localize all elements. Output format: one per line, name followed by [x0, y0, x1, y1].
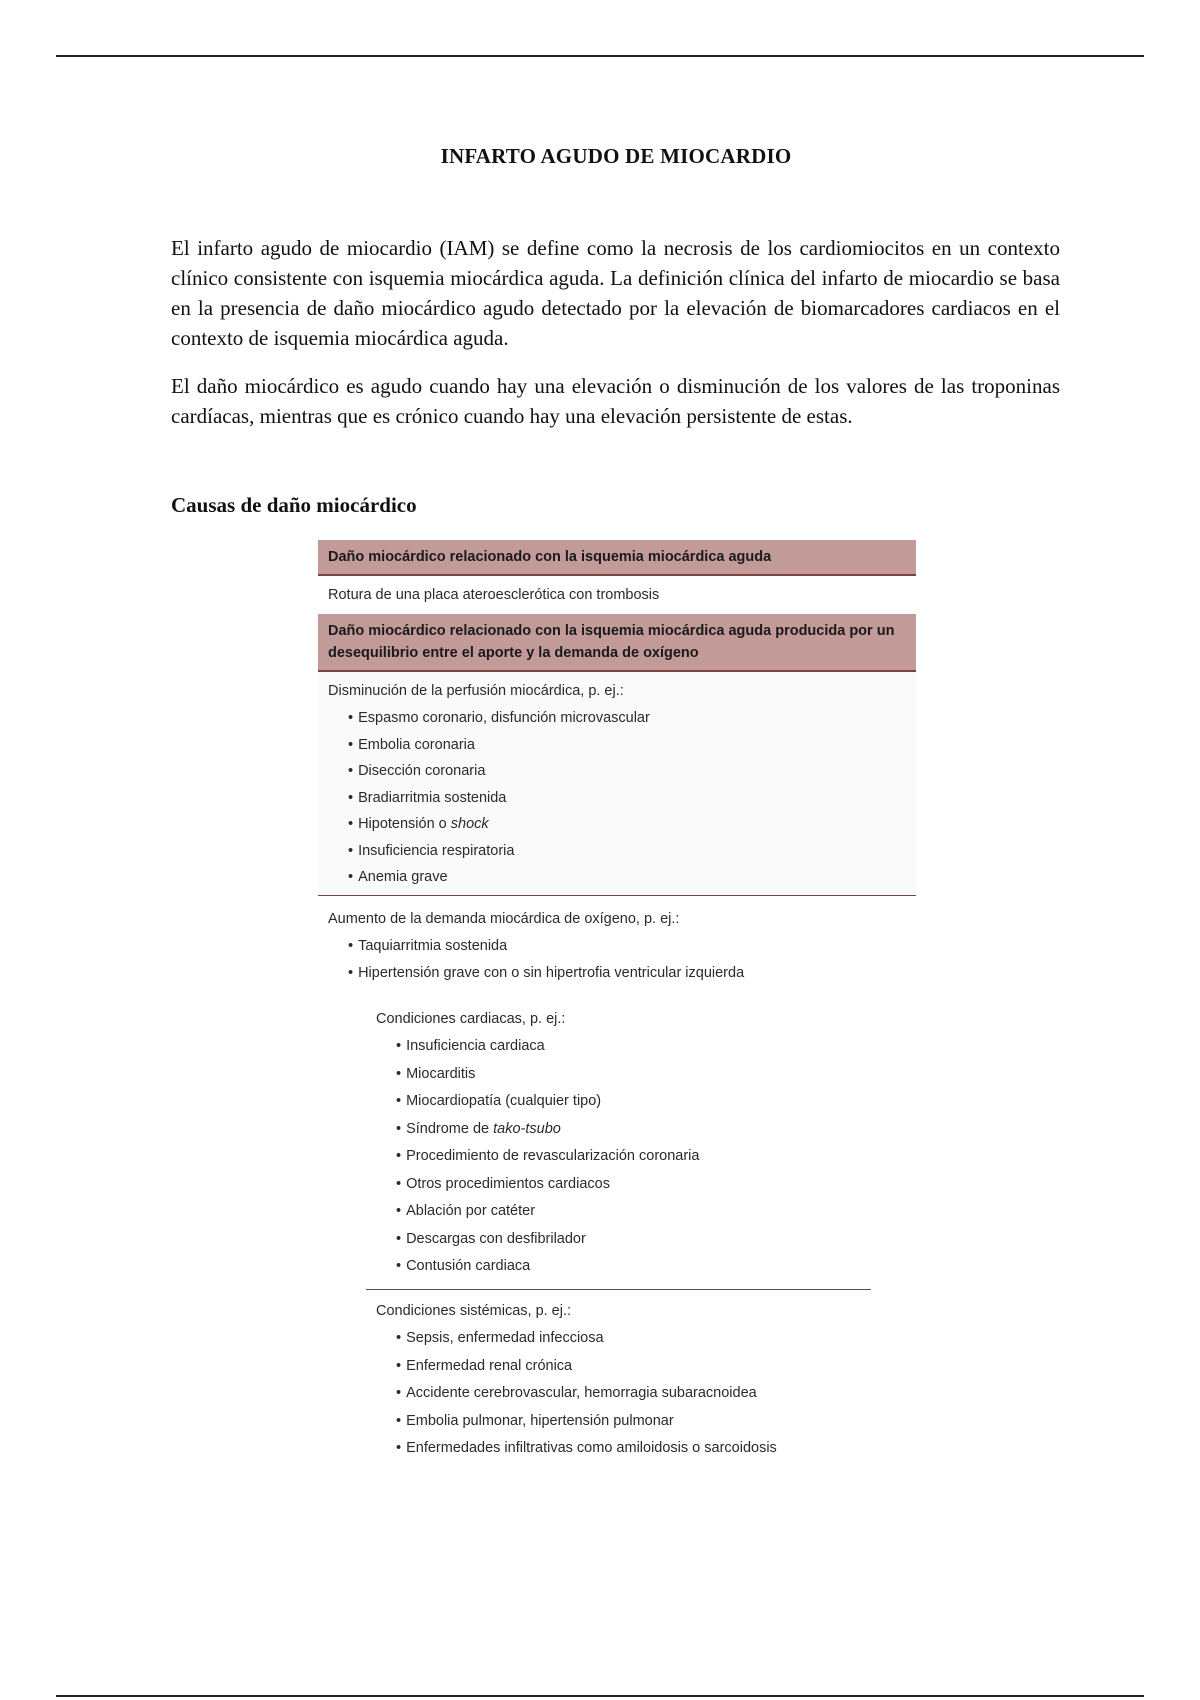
paragraph-acute-chronic: El daño miocárdico es agudo cuando hay una elevación o disminución de los valores de las troponinas cardíacas, mientras que es crónico cuando hay una elevación persistente de estas. [171, 374, 1060, 428]
list-item: • Sepsis, enfermedad infecciosa [396, 1325, 874, 1353]
demand-lead: Aumento de la demanda miocárdica de oxígeno, p. ej.: [328, 911, 680, 927]
list-item: • Síndrome de tako-tsubo [396, 1116, 874, 1144]
list-item: • Contusión cardiaca [396, 1253, 874, 1281]
causes-table [318, 540, 916, 1463]
subsection-divider [366, 1289, 871, 1291]
list-item: • Disección coronaria [348, 758, 906, 785]
list-item: • Insuficiencia cardiaca [396, 1033, 874, 1061]
list-item: • Procedimiento de revascularización coronaria [396, 1143, 874, 1171]
systemic-lead: Condiciones sistémicas, p. ej.: [376, 1303, 572, 1319]
perfusion-list [328, 705, 906, 891]
demand-list [328, 933, 906, 986]
list-item: • Espasmo coronario, disfunción microvascular [348, 705, 906, 732]
top-rule [56, 55, 1144, 57]
list-item: • Hipertensión grave con o sin hipertrofia ventricular izquierda [348, 960, 906, 987]
paragraph-definition: El infarto agudo de miocardio (IAM) se define como la necrosis de los cardiomiocitos en un contexto clínico consistente con isquemia miocárdica aguda. La definición clínica del infarto de miocardio se basa en la presencia de daño miocárdico agudo detectado por la elevación de biomarcadores cardiacos en el contexto de isquemia miocárdica aguda. [171, 236, 1060, 350]
list-item: • Ablación por catéter [396, 1198, 874, 1226]
list-item: • Embolia pulmonar, hipertensión pulmonar [396, 1408, 874, 1436]
list-item: • Insuficiencia respiratoria [348, 838, 906, 865]
perfusion-lead: Disminución de la perfusión miocárdica, p. ej.: [328, 683, 624, 699]
bottom-rule [56, 1695, 1144, 1697]
list-item: • Bradiarritmia sostenida [348, 785, 906, 812]
table-header-ischemia: Daño miocárdico relacionado con la isquemia miocárdica aguda [318, 540, 916, 576]
systemic-list [376, 1325, 874, 1463]
list-item: • Enfermedad renal crónica [396, 1353, 874, 1381]
cardiac-lead: Condiciones cardiacas, p. ej.: [376, 1011, 566, 1027]
page-title: INFARTO AGUDO DE MIOCARDIO [440, 144, 792, 168]
shock-term: shock [450, 816, 489, 832]
list-item: • Enfermedades infiltrativas como amiloidosis o sarcoidosis [396, 1435, 874, 1463]
list-item: • Accidente cerebrovascular, hemorragia subaracnoidea [396, 1380, 874, 1408]
list-item: • Otros procedimientos cardiacos [396, 1171, 874, 1199]
list-item: • Descargas con desfibrilador [396, 1226, 874, 1254]
list-item: • Hipotensión o shock [348, 811, 906, 838]
perfusion-block [318, 672, 916, 895]
table-row-plaque: Rotura de una placa ateroesclerótica con trombosis [318, 576, 916, 614]
cardiac-conditions [376, 1008, 874, 1463]
table-header-imbalance: Daño miocárdico relacionado con la isquemia miocárdica aguda producida por un desequilibrio entre el aporte y la demanda de oxígeno [318, 614, 916, 672]
list-item: • Taquiarritmia sostenida [348, 933, 906, 960]
list-item: • Anemia grave [348, 864, 906, 891]
list-item: • Embolia coronaria [348, 732, 906, 759]
list-item: • Miocarditis [396, 1061, 874, 1089]
section-heading: Causas de daño miocárdico [171, 493, 417, 517]
cardiac-list [376, 1033, 874, 1281]
takotsubo-term: tako-tsubo [493, 1120, 561, 1137]
list-item: • Miocardiopatía (cualquier tipo) [396, 1088, 874, 1116]
demand-block [318, 896, 916, 1463]
